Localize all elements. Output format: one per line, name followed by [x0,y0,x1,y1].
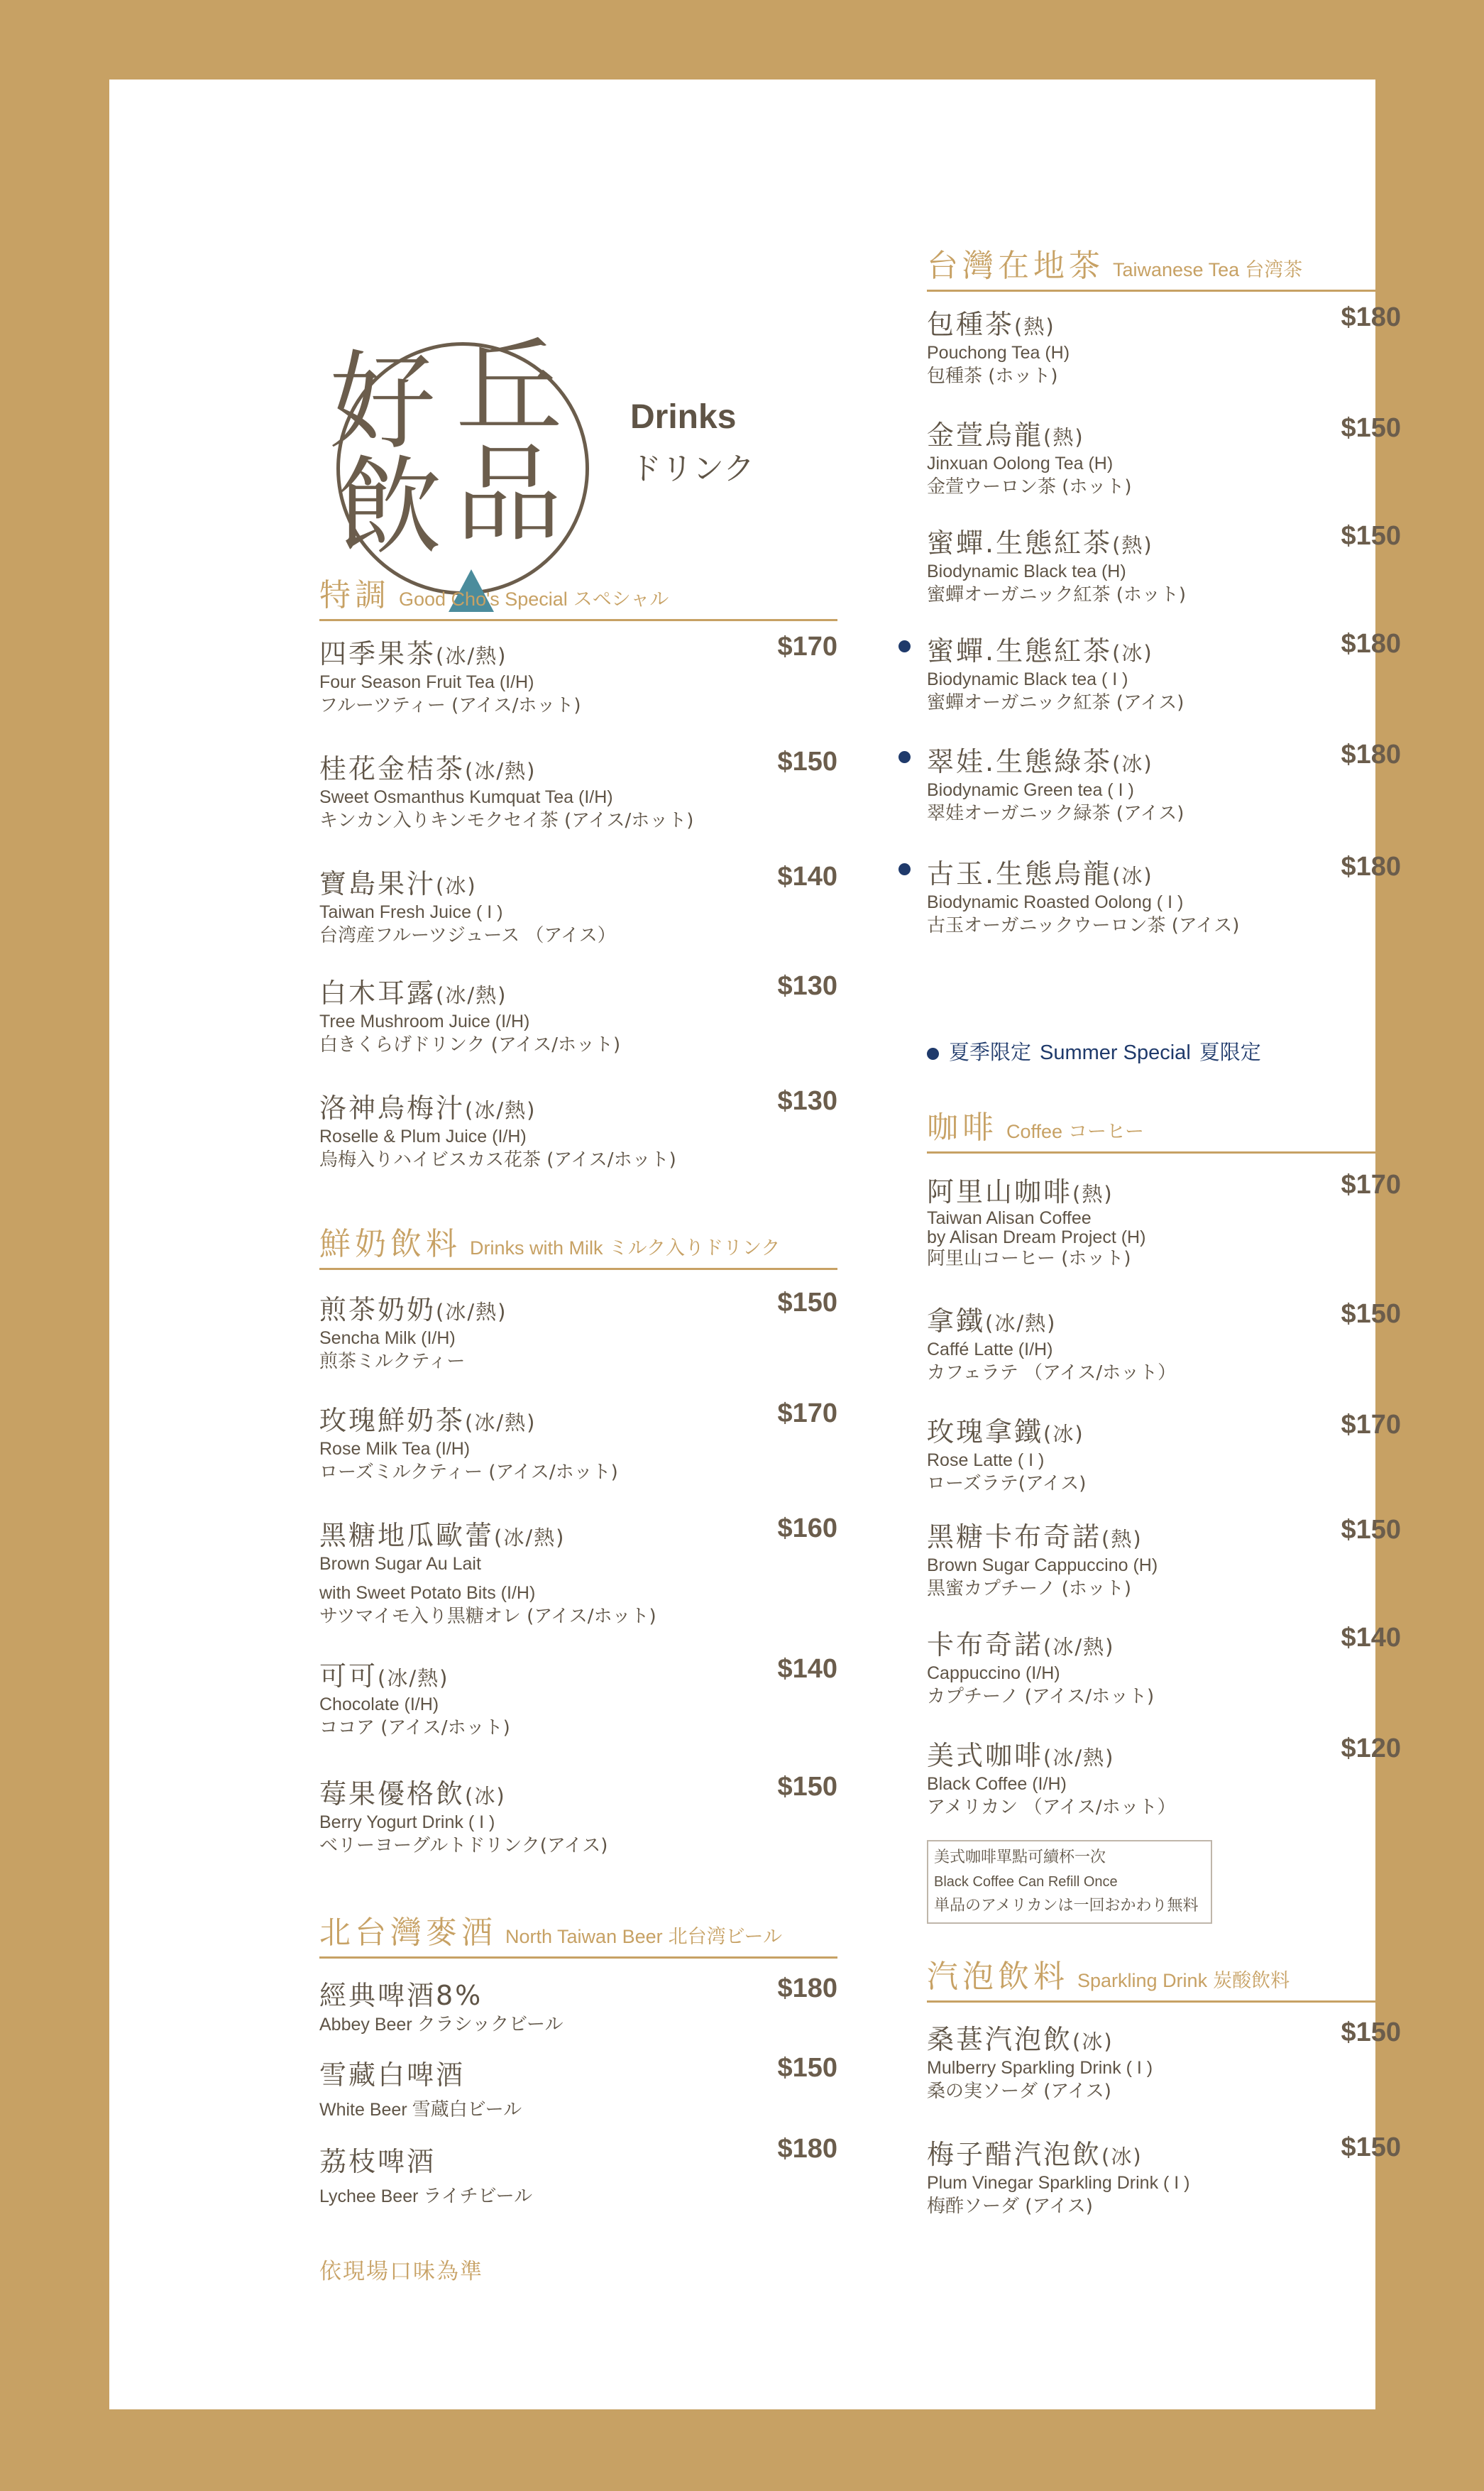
item-price: $150 [777,1288,837,1318]
item-name-ja: ベリーヨーグルトドリンク(アイス) [319,1835,608,1856]
brand-logo [329,327,599,605]
item-temp: (冰/熱) [494,1526,566,1550]
item-name-ja: 蜜蟬オーガニック紅茶 (ホット) [927,584,1186,606]
item-price: $140 [1341,1623,1401,1653]
item-temp: (冰) [436,874,477,898]
item-price: $150 [777,1772,837,1802]
item-name-en: Lychee Beer [319,2186,419,2206]
item-price: $180 [1341,629,1401,659]
item-name-en: Four Season Fruit Tea (I/H) [319,672,534,692]
item-price: $180 [1341,302,1401,332]
item-name: 卡布奇諾 [927,1629,1044,1660]
item-name-ja: ライチビール [423,2185,533,2206]
section-header [319,1907,837,1959]
item-name: 拿鐵 [927,1305,986,1337]
item-name-en: Sencha Milk (I/H) [319,1328,456,1348]
item-price: $150 [777,747,837,777]
item-name-en: Biodynamic Black tea ( I ) [927,669,1128,689]
item-name-ja: 梅酢ソーダ (アイス) [927,2196,1093,2217]
menu-item [927,302,1401,388]
item-name-ja: 翠娃オーガニック緑茶 (アイス) [927,803,1185,824]
section-title-zh: 台灣在地茶 [927,248,1104,284]
summer-special-note [927,1036,1261,1066]
menu-item [319,1288,837,1374]
section-title-zh: 北台灣麥酒 [319,1915,497,1951]
item-temp: (冰/熱) [465,1098,537,1122]
menu-item [319,1772,837,1858]
summer-ja: 夏限定 [1199,1040,1261,1064]
item-temp: (冰) [1112,641,1153,665]
summer-zh: 夏季限定 [949,1040,1032,1064]
item-temp: (冰) [1072,2030,1114,2054]
item-name-ja: アメリカン （アイス/ホット） [927,1797,1176,1818]
item-name-en: Chocolate (I/H) [319,1695,439,1714]
menu-item [319,2134,837,2208]
item-name-ja: 蜜蟬オーガニック紅茶 (アイス) [927,692,1185,713]
item-price: $180 [777,1973,837,2003]
item-temp: (冰) [1112,752,1153,776]
item-temp: (冰/熱) [465,1411,537,1435]
item-name-en: Tree Mushroom Juice (I/H) [319,1012,530,1031]
section-sparkling [927,1951,1401,2003]
item-name-en: Berry Yogurt Drink ( I ) [319,1812,495,1832]
item-temp: (冰) [1101,2145,1143,2169]
item-name-en: Brown Sugar Au Lait [319,1554,481,1574]
section-header [319,1218,837,1270]
item-temp: (熱) [1043,425,1084,449]
item-name: 桑葚汽泡飲 [927,2024,1073,2055]
item-name-ja: 桑の実ソーダ (アイス) [927,2081,1111,2102]
menu-item [927,521,1401,607]
item-name: 桂花金桔茶 [319,753,466,784]
menu-item [319,1398,837,1484]
menu-panel [109,80,1401,2409]
menu-item [927,413,1401,499]
item-name-ja: 烏梅入りハイビスカス花茶 (アイス/ホット) [319,1149,676,1171]
item-name: 玫瑰鮮奶茶 [319,1405,466,1436]
item-name: 白木耳露 [319,978,436,1009]
summer-en: Summer Special [1040,1041,1191,1064]
section-title-en: Taiwanese Tea [1113,259,1240,280]
menu-item [927,2018,1401,2103]
item-name-en: Sweet Osmanthus Kumquat Tea (I/H) [319,787,613,807]
item-temp: (熱) [1101,1527,1143,1551]
item-price: $160 [777,1513,837,1543]
section-beer [319,1907,837,1959]
menu-item [319,1654,837,1740]
item-name-ja: カフェラテ （アイス/ホット） [927,1362,1177,1384]
item-name: 雪藏白啤酒 [319,2059,466,2091]
item-name: 梅子醋汽泡飲 [927,2139,1102,2170]
section-title-ja: コーヒー [1068,1121,1144,1143]
item-price: $130 [777,1086,837,1116]
section-header [927,240,1401,292]
menu-item [927,1299,1401,1385]
logo-char: 丘 [456,327,563,450]
menu-item [927,1623,1401,1709]
item-temp: (熱) [1112,533,1153,557]
menu-item [319,632,837,718]
item-name-en: White Beer [319,2100,407,2120]
page-subtitle: ドリンク [630,451,755,487]
item-name: 金萱烏龍 [927,420,1044,451]
section-title-en: Sparkling Drink [1077,1970,1208,1991]
section-title-zh: 特調 [319,577,390,613]
item-name: 洛神烏梅汁 [319,1093,466,1124]
item-name: 黑糖卡布奇諾 [927,1521,1102,1553]
menu-item [319,1086,837,1172]
page-title: Drinks [630,398,737,436]
item-name-ja: ココア (アイス/ホット) [319,1717,510,1739]
item-temp: (冰/熱) [378,1666,449,1690]
refill-ja: 単品のアメリカンは一回おかわり無料 [934,1897,1199,1915]
section-header [319,569,837,621]
item-temp: (冰/熱) [465,759,537,783]
item-price: $180 [777,2134,837,2164]
item-name-en: Plum Vinegar Sparkling Drink ( I ) [927,2173,1190,2193]
item-name-ja: カプチーノ (アイス/ホット) [927,1686,1155,1707]
menu-item [927,1734,1401,1819]
item-name: 經典啤酒8% [319,1980,483,2011]
refill-en: Black Coffee Can Refill Once [934,1874,1118,1890]
item-price: $170 [1341,1410,1401,1440]
footnote: 依現場口味為準 [319,2259,483,2284]
item-name-en: Cappuccino (I/H) [927,1663,1060,1683]
item-temp: (冰/熱) [436,1300,507,1324]
menu-item [319,747,837,833]
logo-char: 飲 [336,446,444,569]
item-price: $180 [1341,740,1401,770]
menu-item [927,1515,1401,1601]
section-title-ja: 台湾茶 [1245,259,1303,281]
item-price: $150 [1341,1515,1401,1545]
item-temp: (熱) [1072,1182,1114,1206]
item-name-en: Taiwan Alisan Coffee [927,1208,1092,1228]
item-name: 包種茶 [927,309,1015,340]
logo-char: 好 [329,341,436,464]
item-price: $170 [777,632,837,662]
item-price: $130 [777,971,837,1001]
item-price: $140 [777,862,837,892]
item-name-ja: クラシックビール [417,2013,564,2035]
item-name-en: by Alisan Dream Project (H) [927,1227,1146,1247]
menu-item [319,1973,837,2037]
item-temp: (冰) [1043,1422,1084,1446]
section-coffee [927,1102,1401,1154]
item-name-ja: 金萱ウーロン茶 (ホット) [927,476,1132,498]
menu-item [319,971,837,1057]
item-name-en: Black Coffee (I/H) [927,1774,1067,1794]
summer-special-dot-icon [927,1048,939,1060]
item-name-en: Caffé Latte (I/H) [927,1340,1053,1359]
item-temp: (冰) [1112,864,1153,888]
section-title-en: Good Cho's Special [399,588,568,610]
summer-special-dot-icon [898,640,911,652]
summer-special-dot-icon [898,863,911,875]
item-name: 蜜蟬.生態紅茶 [927,527,1113,559]
refill-notice [927,1840,1212,1924]
item-name-en: Rose Latte ( I ) [927,1450,1045,1470]
item-price: $150 [1341,2018,1401,2047]
section-title-zh: 鮮奶飲料 [319,1226,461,1262]
item-price: $170 [777,1398,837,1428]
item-temp: (冰/熱) [1043,1635,1115,1659]
item-name: 美式咖啡 [927,1740,1044,1771]
item-name-en: Pouchong Tea (H) [927,343,1070,363]
item-name-en: Abbey Beer [319,2015,412,2035]
item-name: 古玉.生態烏龍 [927,858,1113,889]
item-name-en: Brown Sugar Cappuccino (H) [927,1555,1158,1575]
item-name-ja: 古玉オーガニックウーロン茶 (アイス) [927,915,1240,936]
item-name: 玫瑰拿鐵 [927,1416,1044,1447]
menu-item [927,1170,1401,1271]
item-name-ja: 黒蜜カプチーノ (ホット) [927,1578,1132,1599]
section-title-zh: 咖啡 [927,1110,998,1146]
item-name: 阿里山咖啡 [927,1176,1073,1208]
item-name-ja: 雪蔵白ビール [412,2098,522,2120]
item-name: 寶島果汁 [319,868,436,899]
item-name: 四季果茶 [319,638,436,669]
item-name: 煎茶奶奶 [319,1294,436,1325]
section-title-zh: 汽泡飲料 [927,1959,1069,1995]
section-taiwanese-tea [927,240,1401,292]
item-name-en: Biodynamic Roasted Oolong ( I ) [927,892,1184,912]
section-title-en: Drinks with Milk [470,1237,603,1259]
item-name-en: with Sweet Potato Bits (I/H) [319,1583,536,1603]
item-temp: (冰) [465,1784,506,1808]
summer-special-dot-icon [898,751,911,763]
item-name-en: Roselle & Plum Juice (I/H) [319,1127,527,1146]
section-header [927,1102,1401,1154]
menu-item [927,629,1401,715]
item-name-ja: ローズミルクティー (アイス/ホット) [319,1462,618,1483]
item-name-ja: ローズラテ(アイス) [927,1473,1087,1494]
item-name: 荔枝啤酒 [319,2146,436,2177]
item-price: $150 [777,2053,837,2083]
menu-item [319,1513,837,1628]
item-name: 翠娃.生態綠茶 [927,746,1113,777]
item-name-en: Taiwan Fresh Juice ( I ) [319,902,503,922]
item-name-ja: 煎茶ミルクティー [319,1351,466,1372]
item-price: $120 [1341,1734,1401,1763]
item-name-ja: 阿里山コーヒー (ホット) [927,1248,1131,1269]
item-name-ja: 台湾産フルーツジュース （アイス） [319,925,616,946]
item-name-en: Jinxuan Oolong Tea (H) [927,454,1114,473]
item-name-en: Biodynamic Black tea (H) [927,562,1126,581]
menu-item [927,1410,1401,1496]
section-milk [319,1218,837,1270]
logo-char: 品 [456,433,563,557]
item-name: 可可 [319,1660,378,1692]
item-temp: (冰/熱) [436,983,507,1007]
item-name-en: Mulberry Sparkling Drink ( I ) [927,2058,1153,2078]
item-temp: (熱) [1014,314,1055,339]
section-title-ja: 炭酸飲料 [1213,1970,1290,1992]
menu-item [927,2133,1401,2218]
item-name: 蜜蟬.生態紅茶 [927,635,1113,667]
item-name-en: Rose Milk Tea (I/H) [319,1439,471,1459]
item-price: $150 [1341,413,1401,443]
item-name-ja: 包種茶 (ホット) [927,366,1058,387]
section-title-en: North Taiwan Beer [505,1926,663,1947]
item-price: $180 [1341,852,1401,882]
item-name: 莓果優格飲 [319,1778,466,1810]
item-name-ja: 白きくらげドリンク (アイス/ホット) [319,1034,621,1056]
section-title-ja: ミルク入りドリンク [608,1237,781,1259]
item-temp: (冰/熱) [436,644,507,668]
item-name-ja: フルーツティー (アイス/ホット) [319,695,581,716]
item-name: 黑糖地瓜歐蕾 [319,1520,495,1551]
section-header [927,1951,1401,2003]
item-name-ja: キンカン入りキンモクセイ茶 (アイス/ホット) [319,810,694,831]
item-price: $150 [1341,1299,1401,1329]
section-title-ja: 北台湾ビール [668,1926,783,1948]
section-title-en: Coffee [1006,1121,1063,1142]
section-special [319,569,837,621]
menu-item [319,862,837,948]
item-price: $170 [1341,1170,1401,1200]
item-price: $150 [1341,521,1401,551]
menu-item [927,852,1401,938]
menu-item [927,740,1401,826]
item-name-en: Biodynamic Green tea ( I ) [927,780,1134,800]
item-temp: (冰/熱) [985,1311,1057,1335]
section-title-ja: スペシャル [573,588,669,611]
refill-zh: 美式咖啡單點可續杯一次 [934,1849,1106,1866]
item-price: $140 [777,1654,837,1684]
item-name-ja: サツマイモ入り黒糖オレ (アイス/ホット) [319,1606,656,1627]
item-temp: (冰/熱) [1043,1746,1115,1770]
menu-item [319,2053,837,2122]
item-price: $150 [1341,2133,1401,2162]
